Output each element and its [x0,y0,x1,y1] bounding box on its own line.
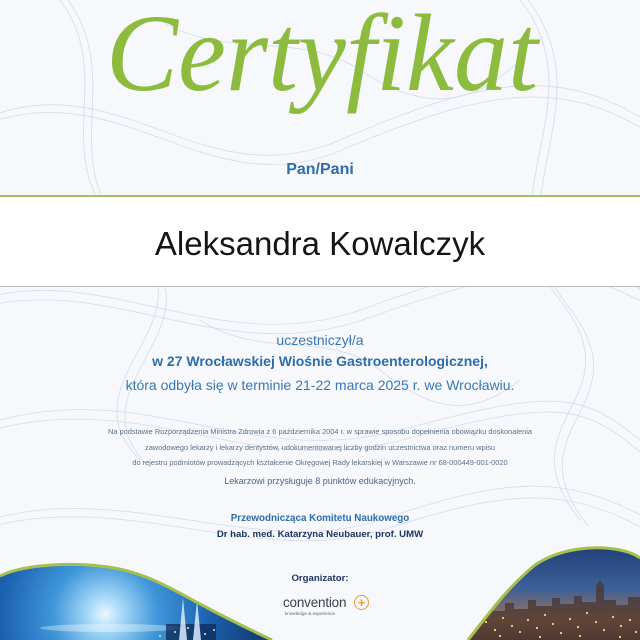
salutation: Pan/Pani [286,161,354,178]
legal-basis-line: Na podstawie Rozporządzenia Ministra Zdrowia z 6 października 2004 r. w sprawie sposobu dopełnienia obowiązku doskonalenia [108,427,532,436]
legal-basis-line: zawodowego lekarzy i lekarzy dentystów, udokumentowanej liczby godzin uczestnictwa oraz numeru wpisu [145,443,495,452]
signatory-role: Przewodnicząca Komitetu Naukowego [230,513,410,524]
event-details: która odbyła się w terminie 21-22 marca 2025 r. we Wrocławiu. [125,377,515,393]
city-panorama-photo [460,540,640,640]
organizer-logo [283,594,373,620]
certificate-title [0,0,640,150]
plus-icon: + [354,595,369,610]
logo-wordmark: convention [283,595,347,610]
education-points: Lekarzowi przysługuje 8 punktów edukacyjnych. [224,476,416,486]
signatory-name: Dr hab. med. Katarzyna Neubauer, prof. UMW [216,529,424,540]
name-band-bottom-rule [0,286,640,287]
event-name: w 27 Wrocławskiej Wiośnie Gastroenterologicznej, [152,353,488,369]
recipient-name: Aleksandra Kowalczyk [154,225,486,262]
logo-tagline: knowledge & experience [285,611,336,616]
participation-text: uczestniczył/a [276,332,364,348]
legal-basis-line: do rejestru podmiotów prowadzących kształcenie Okręgowej Rady lekarskiej w Warszawie nr 68-000449-001-0020 [132,458,508,467]
certificate-title-text: Certyfikat [106,0,541,114]
cathedral-night-photo [0,550,280,640]
organizer-label: Organizator: [291,573,349,584]
